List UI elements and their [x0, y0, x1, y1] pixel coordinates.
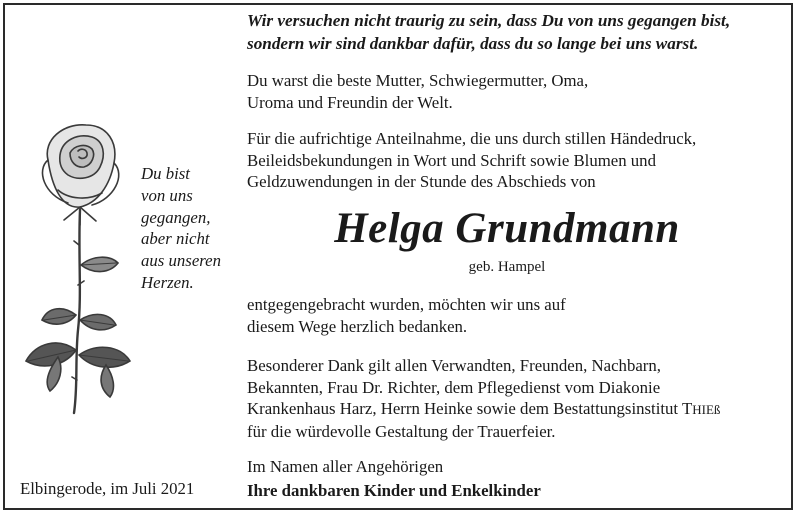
deceased-name: Helga Grundmann — [334, 205, 680, 252]
thanks-close-line: diesem Wege herzlich bedanken. — [247, 316, 468, 336]
special-thanks-text: Krankenhaus Harz, Herrn Heinke sowie dem Bestattungsinstitut T — [247, 399, 693, 418]
place-date: Elbingerode, im Juli 2021 — [20, 479, 195, 498]
rose-illustration-icon — [18, 115, 143, 415]
motto-line: Wir versuchen nicht traurig zu sein, dass Du von uns gegangen bist, — [247, 11, 731, 30]
intro-line: Uroma und Freundin der Welt. — [247, 92, 453, 112]
thanks-lead-line: Geldzuwendungen in der Stunde des Abschieds von — [247, 172, 596, 191]
motto-quote — [247, 9, 787, 55]
signature-names: Ihre dankbaren Kinder und Enkelkinder — [247, 481, 541, 500]
signature-intro: Im Namen aller Angehörigen — [247, 457, 444, 476]
funeral-home-smallcaps: HIEß — [692, 402, 721, 417]
intro-paragraph — [247, 70, 787, 113]
side-quote — [141, 163, 241, 294]
quote-line: Du bist — [141, 164, 190, 183]
thanks-lead-paragraph — [247, 128, 787, 193]
special-thanks-paragraph — [247, 355, 787, 442]
birth-name: geb. Hampel — [468, 259, 546, 275]
quote-line: aus unseren — [141, 251, 222, 271]
special-thanks-line: für die würdevolle Gestaltung der Trauerfeier. — [247, 421, 556, 441]
thanks-close-line: entgegengebracht wurden, möchten wir uns auf — [247, 295, 566, 314]
motto-line: sondern wir sind dankbar dafür, dass du so lange bei uns warst. — [247, 34, 699, 53]
quote-line: aber nicht — [141, 229, 210, 249]
special-thanks-line: Bekannten, Frau Dr. Richter, dem Pflegedienst vom Diakonie — [247, 377, 661, 397]
intro-line: Du warst die beste Mutter, Schwiegermutter, Oma, — [247, 71, 589, 90]
thanks-lead-line: Beileidsbekundungen in Wort und Schrift sowie Blumen und — [247, 150, 656, 170]
quote-line: gegangen, — [141, 207, 211, 227]
special-thanks-line: Besonderer Dank gilt allen Verwandten, Freunden, Nachbarn, — [247, 356, 661, 375]
thanks-lead-line: Für die aufrichtige Anteilnahme, die uns durch stillen Händedruck, — [247, 129, 697, 148]
special-thanks-line — [247, 398, 787, 421]
thanks-close-paragraph — [247, 294, 787, 337]
quote-line: Herzen. — [141, 272, 194, 292]
quote-line: von uns — [141, 185, 193, 205]
